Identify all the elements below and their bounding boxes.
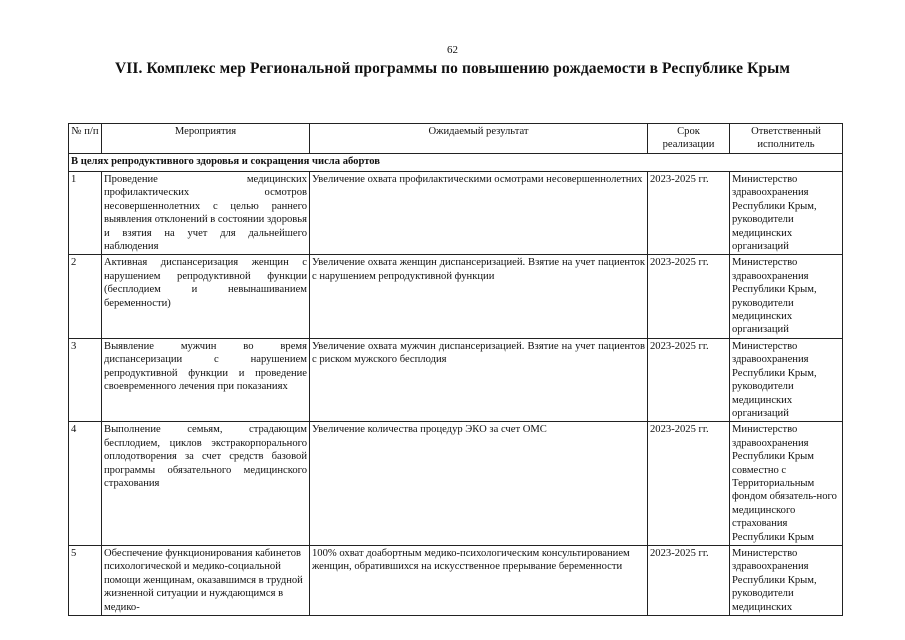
row-number: 2 — [69, 255, 102, 338]
header-term: Срок реализации — [648, 124, 730, 154]
row-measure: Проведение медицинских профилактических осмотров несовершеннолетних с целью раннего выявления отклонений в состоянии здоровья и взятия на учет для дальнейшего наблюдения — [102, 172, 310, 255]
document-title: VII. Комплекс мер Региональной программы по повышению рождаемости в Республике Крым — [114, 60, 791, 77]
row-executor: Министерство здравоохранения Республики Крым, руководители медицинских организаций — [730, 172, 843, 255]
header-executor: Ответственный исполнитель — [730, 124, 843, 154]
row-number: 3 — [69, 338, 102, 421]
section-heading: В целях репродуктивного здоровья и сокращения числа абортов — [69, 154, 843, 172]
header-measure: Мероприятия — [102, 124, 310, 154]
table-row — [69, 255, 843, 338]
row-executor: Министерство здравоохранения Республики Крым, руководители медицинских — [730, 545, 843, 615]
row-measure: Выявление мужчин во время диспансеризации с нарушением репродуктивной функции и проведение своевременного лечения при показаниях — [102, 338, 310, 421]
row-result: Увеличение охвата профилактическими осмотрами несовершеннолетних — [310, 172, 648, 255]
header-num: № п/п — [69, 124, 102, 154]
section-row — [69, 154, 843, 172]
row-term: 2023-2025 гг. — [648, 255, 730, 338]
row-number: 5 — [69, 545, 102, 615]
row-executor: Министерство здравоохранения Республики Крым, руководители медицинских организаций — [730, 338, 843, 421]
table-header-row — [69, 124, 843, 154]
row-measure: Выполнение семьям, страдающим бесплодием, циклов экстракорпорального оплодотворения за счет средств базовой программы обязательного медицинского страхования — [102, 422, 310, 546]
row-measure: Активная диспансеризация женщин с нарушением репродуктивной функции (бесплодием и невынашиванием беременности) — [102, 255, 310, 338]
row-executor: Министерство здравоохранения Республики Крым совместно с Территориальным фондом обязатель-ного медицинского страхования Республики Крым — [730, 422, 843, 546]
row-result: 100% охват доабортным медико-психологическим консультированием женщин, обратившихся на искусственное прерывание беременности — [310, 545, 648, 615]
row-executor: Министерство здравоохранения Республики Крым, руководители медицинских организаций — [730, 255, 843, 338]
header-result: Ожидаемый результат — [310, 124, 648, 154]
row-result: Увеличение охвата женщин диспансеризацией. Взятие на учет пациенток с нарушением репродуктивной функции — [310, 255, 648, 338]
row-term: 2023-2025 гг. — [648, 172, 730, 255]
table-row — [69, 338, 843, 421]
row-number: 4 — [69, 422, 102, 546]
table-row — [69, 545, 843, 615]
row-term: 2023-2025 гг. — [648, 545, 730, 615]
row-term: 2023-2025 гг. — [648, 338, 730, 421]
table-row — [69, 172, 843, 255]
row-term: 2023-2025 гг. — [648, 422, 730, 546]
row-result: Увеличение охвата мужчин диспансеризацией. Взятие на учет пациентов с риском мужского бесплодия — [310, 338, 648, 421]
page-number: 62 — [447, 44, 458, 56]
row-measure: Обеспечение функционирования кабинетов психологической и медико-социальной помощи женщинам, оказавшимся в трудной жизненной ситуации и нуждающимся в медико- — [102, 545, 310, 615]
row-result: Увеличение количества процедур ЭКО за счет ОМС — [310, 422, 648, 546]
table-row — [69, 422, 843, 546]
measures-table — [68, 123, 843, 616]
row-number: 1 — [69, 172, 102, 255]
